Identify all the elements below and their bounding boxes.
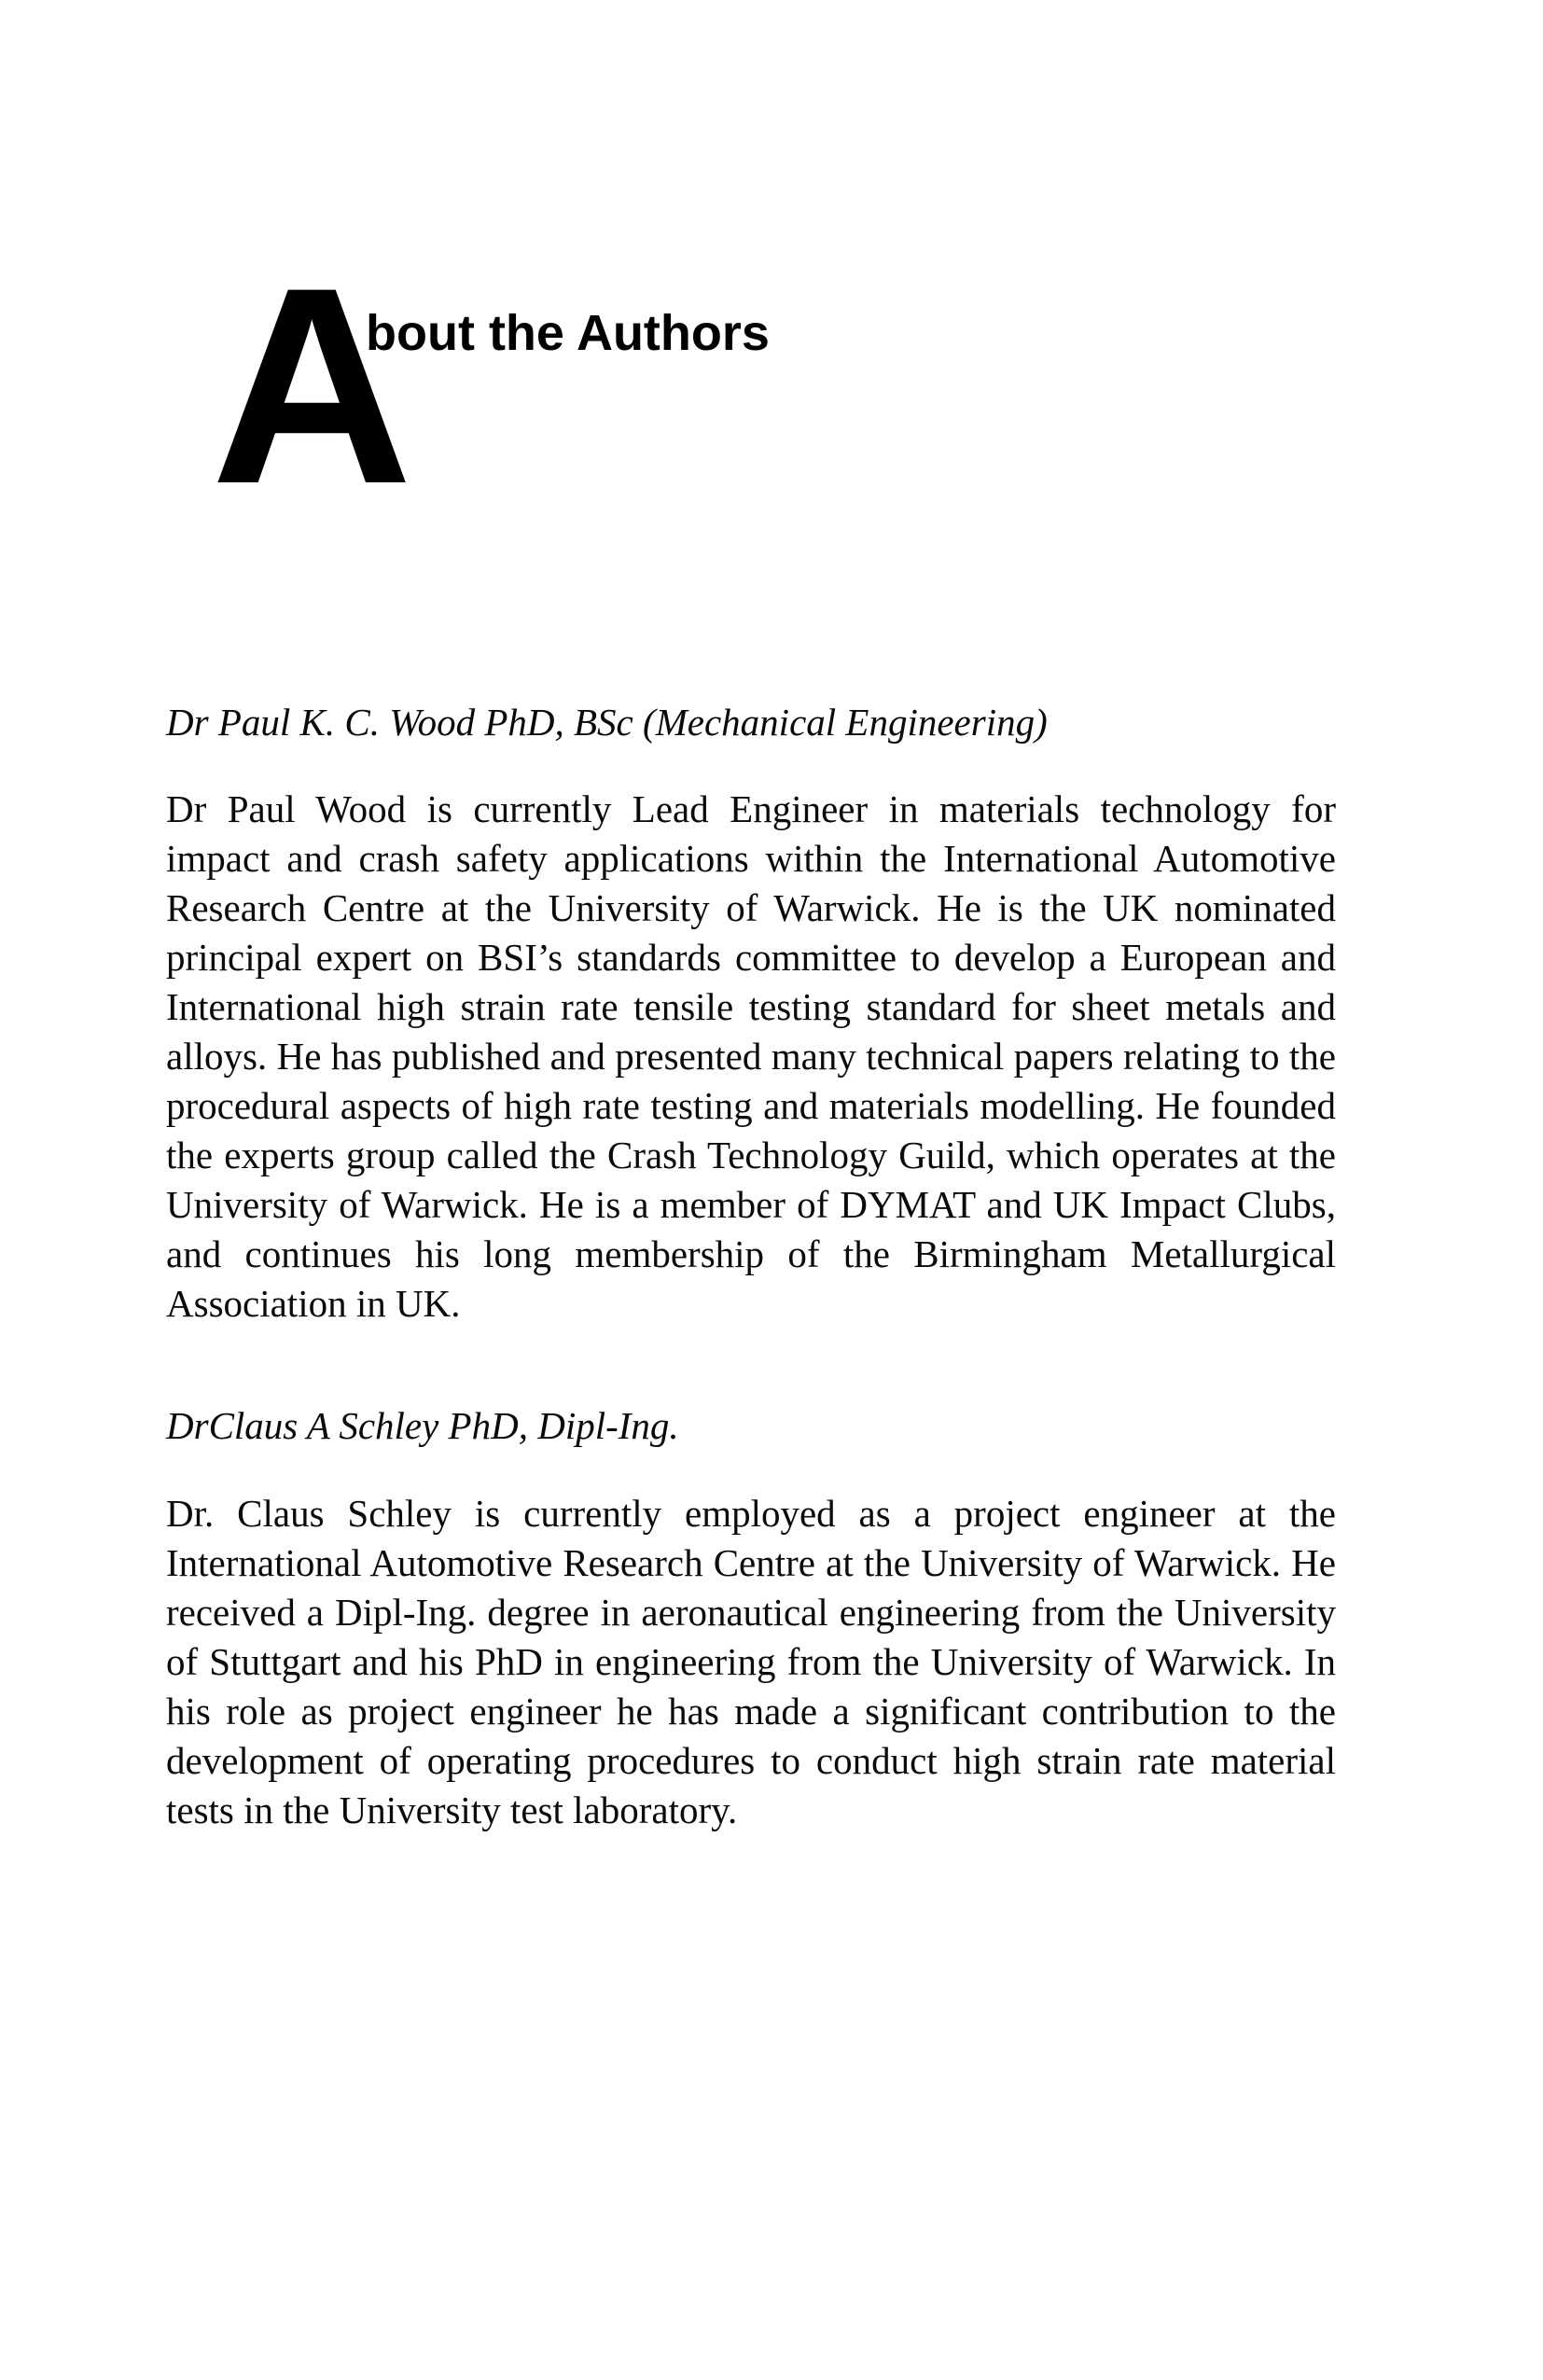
author-name-heading: Dr Paul K. C. Wood PhD, BSc (Mechanical Engineering) [166,701,1048,744]
author-section-1 [166,698,1336,1329]
chapter-drop-cap: A [211,229,408,542]
chapter-title: bout the Authors [366,305,770,362]
page-body [166,698,1336,1835]
author-section-2 [166,1401,1336,1834]
author-bio-paragraph: Dr. Claus Schley is currently employed as a project engineer at the International Automotive Research Centre at the University of Warwick. He received a Dipl-Ing. degree in aeronautical engineering from the University of Stuttgart and his PhD in engineering from the University of Warwick. In his role as project engineer he has made a significant contribution to the development of operating procedures to conduct high strain rate material tests in the University test laboratory. [166,1491,1336,1831]
author-bio-paragraph: Dr Paul Wood is currently Lead Engineer in materials technology for impact and crash safety applications within the International Automotive Research Centre at the University of Warwick. He is the UK nominated principal expert on BSI’s standards committee to develop a European and International high strain rate tensile testing standard for sheet metals and alloys. He has published and presented many technical papers relating to the procedural aspects of high rate testing and materials modelling. He founded the experts group called the Crash Technology Guild, which operates at the University of Warwick. He is a member of DYMAT and UK Impact Clubs, and continues his long membership of the Birmingham Metallurgical Association in UK. [166,787,1336,1326]
author-name-heading: DrClaus A Schley PhD, Dipl-Ing. [166,1404,679,1448]
